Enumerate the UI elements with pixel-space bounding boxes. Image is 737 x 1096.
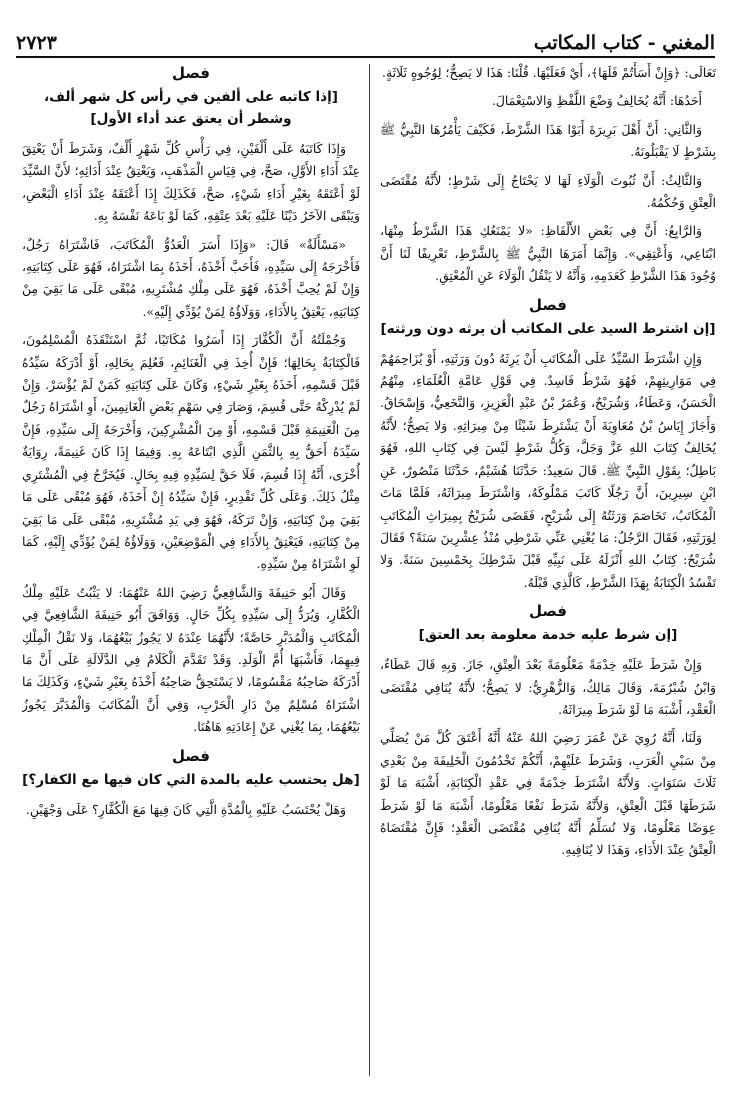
- page-number: ٢٧٢٣: [16, 32, 57, 54]
- paragraph-masala: «مَسْأَلَةٌ» قَالَ: «وَإِذَا أَسَرَ الْعَدُوُّ الْمُكَاتَبَ، فَاشْتَرَاهُ رَجُلٌ، فَأَخْرَجَهُ إِلَى سَيِّدِهِ، فَأَحَبَّ أَخْذَهُ، أَخَذَهُ بِمَا اشْتَرَاهُ، فَهُوَ عَلَى كِتَابَتِهِ، وَإِنْ لَمْ يُحِبَّ أَخْذَهُ، فَهُوَ عَلَى مِلْكِ مُشْتَرِيهِ، مُبْقًى عَلَى مَا بَقِيَ مِنْ كِتَابَتِهِ، يَعْتِقُ بِالأَدَاءِ، وَوَلَاؤُهُ لِمَنْ يُؤَدِّي إِلَيْهِ».: [22, 236, 360, 319]
- paragraph-third-reason: وَالثَّالِثُ: أَنَّ ثُبُوتَ الْوَلَاءِ لَهَا لا يَحْتَاجُ إِلَى شَرْطٍ؛ لأَنَّهُ مُقْتَضَى الْعِتْقِ وَحُكْمُهُ.: [380, 172, 716, 211]
- paragraph-fourth-reason: وَالرَّابِعُ: أَنَّ فِي بَعْضِ الأَلْفَاظِ: «لا يَمْنَعُكِ هَذَا الشَّرْطُ مِنْهَا، ابْتَاعِي، وَأَعْتِقِي». وَإِنَّمَا أَمَرَهَا النَّبِيُّ ﷺ بِالشَّرْطِ، تَعْرِيفًا لَنَا أَنَّ وُجُودَ هَذَا الشَّرْطِ كَعَدَمِهِ، وَأَنَّهُ لا يَنْقُلُ الْوَلَاءَ عَنِ الْمُعْتِقِ.: [380, 223, 716, 284]
- left-column: [22, 62, 360, 1078]
- section-heading-service: [إن شرط عليه خدمة معلومة بعد العتق]: [418, 627, 678, 644]
- page-header: [16, 26, 715, 58]
- title-separator: -: [641, 32, 663, 54]
- right-column: [380, 62, 716, 1078]
- paragraph-intro: تَعَالَى: ﴿وَإِنْ أَسَأْتُمْ فَلَهَا﴾، أَيْ فَعَلَيْهَا. قُلْنَا: هَذَا لا يَصِحُّ؛ لِوُجُوهٍ ثَلَاثَةٍ.: [382, 65, 716, 80]
- section-label: فصل: [172, 746, 210, 765]
- paragraph-inheritance-condition: وَإِنِ اشْتَرَطَ السَّيِّدُ عَلَى الْمُكَاتَبِ أَنْ يَرِثَهُ دُونَ وَرَثَتِهِ، أَوْ يُزَاحِمَهُمْ فِي مَوَارِيثِهِمْ، فَهُوَ شَرْطٌ فَاسِدٌ. فِي قَوْلِ عَامَّةِ الْعُلَمَاءِ، مِنْهُمُ الْحَسَنُ، وَعَطَاءٌ، وَشُرَيْحٌ، وَعُمَرُ بْنُ عَبْدِ الْعَزِيزِ، وَالنَّخَعِيُّ، وَإِسْحَاقُ. وَأَجَازَ إِيَاسُ بْنُ مُعَاوِيَةَ أَنْ يَشْتَرِطَ شَيْئًا مِنْ مِيرَاثِهِ. وَلا يَصِحُّ؛ لأَنَّهُ يُخَالِفُ كِتَابَ اللهِ عَزَّ وَجَلَّ، وَكُلُّ شَرْطٍ لَيْسَ فِي كِتَابِ اللهِ، فَهُوَ بَاطِلٌ؛ بِقَوْلِ النَّبِيِّ ﷺ. قَالَ سَعِيدٌ: حَدَّثَنَا هُشَيْمٌ، حَدَّثَنَا مَنْصُورٌ، عَنِ ابْنِ سِيرِينَ، أَنَّ رَجُلًا كَاتَبَ مَمْلُوكَهُ، وَاشْتَرَطَ مِيرَاثَهُ، فَلَمَّا مَاتَ الْمُكَاتَبُ، تَخَاصَمَ وَرَثَتُهُ إِلَى شُرَيْحٍ، فَقَضَى شُرَيْحٌ بِمِيرَاثِ الْمُكَاتَبِ لِوَرَثَتِهِ، فَقَالَ الرَّجُلُ: مَا يُغْنِي عَنِّي شَرْطِي مُنْذُ عِشْرِينَ سَنَةً؟ فَقَالَ شُرَيْحٌ: كِتَابُ اللهِ أَنْزَلَهُ عَلَى نَبِيِّهِ قَبْلَ شَرْطِكَ بِخَمْسِينَ سَنَةً. وَلا تَفْسُدُ الْكِتَابَةُ بِهَذَا الشَّرْطِ، كَالَّذِي قَبْلَهُ.: [380, 350, 716, 590]
- column-divider: [369, 64, 370, 1076]
- section-heading-duration: [هل يحتسب عليه بالمدة التي كان فيها مع الكفار؟]: [22, 771, 360, 788]
- section-heading-two-thousand: [إذا كاتبه على ألفين في رأس كل شهر ألف، وشطر أن يعتق عند أداء الأول]: [43, 89, 339, 127]
- paragraph-first-reason: أَحَدُهَا: أَنَّهُ يُخَالِفُ وَضْعَ اللَّفْظِ وَالاسْتِعْمَالَ.: [491, 93, 702, 109]
- paragraph-abu-hanifa: وَقَالَ أَبُو حَنِيفَةَ وَالشَّافِعِيُّ رَضِيَ اللهُ عَنْهُمَا: لا يَثْبُتُ عَلَيْهِ مِلْكُ الْكُفَّارِ، وَيُرَدُّ إِلَى سَيِّدِهِ بِكُلِّ حَالٍ. وَوَافَقَ أَبُو حَنِيفَةَ الشَّافِعِيَّ فِي الْمُكَاتَبِ وَالْمُدَبَّرِ خَاصَّةً؛ لأَنَّهُمَا عِنْدَهُ لا يَجُوزُ بَيْعُهُمَا، وَلا نَقْلُ الْمِلْكِ فِيهِمَا، فَأَشْبَهَا أُمَّ الْوَلَدِ. وَقَدْ تَقَدَّمَ الْكَلَامُ فِي الدَّلَالَةِ عَلَى أَنَّ مَا أَدْرَكَهُ صَاحِبُهُ مَقْسُومًا، لا يَسْتَحِقُّ صَاحِبُهُ أَخْذَهُ بِغَيْرِ شَيْءٍ، وَكَذَلِكَ مَا اشْتَرَاهُ مُسْلِمٌ مِنْ دَارِ الْحَرْبِ، وَفِي أَنَّ الْمُكَاتَبَ وَالْمُدَبَّرَ يَجُوزُ بَيْعُهُمَا، بِمَا يُغْنِي عَنْ إِعَادَتِهِ هَاهُنَا.: [22, 584, 360, 735]
- paragraph-captives: وَجُمْلَتُهُ أَنَّ الْكُفَّارَ إِذَا أَسَرُوا مُكَاتَبًا، ثُمَّ اسْتَنْقَذَهُ الْمُسْلِمُونَ، فَالْكِتَابَةُ بِحَالِهَا؛ فَإِنْ أُخِذَ فِي الْغَنَائِمِ، فَعُلِمَ بِحَالِهِ، أَوْ أَدْرَكَهُ سَيِّدُهُ قَبْلَ قَسْمِهِ، أَخَذَهُ بِغَيْرِ شَيْءٍ، وَكَانَ عَلَى كِتَابَتِهِ كَمَنْ لَمْ يُؤْسَرْ. وَإِنْ لَمْ يُدْرِكْهُ حَتَّى قُسِمَ، وَصَارَ فِي سَهْمِ بَعْضِ الْغَانِمِينَ، أَوِ اشْتَرَاهُ رَجُلٌ مِنَ الْغَنِيمَةِ قَبْلَ قَسْمِهِ، أَوْ مِنَ الْمُشْرِكِينَ، وَأَخْرَجَهُ إِلَى سَيِّدِهِ، فَإِنَّ سَيِّدَهُ أَحَقُّ بِهِ بِالثَّمَنِ الَّذِي ابْتَاعَهُ بِهِ. وَفِيمَا إِذَا كَانَ غَنِيمَةً، رِوَايَةٌ أُخْرَى، أَنَّهُ إِذَا قُسِمَ، فَلَا حَقَّ لِسَيِّدِهِ فِيهِ بِحَالٍ. فَيُخَرَّجُ فِي الْمُشْتَرِي مِثْلُ ذَلِكَ. وَعَلَى كُلِّ تَقْدِيرٍ، فَإِنْ سَيِّدُهُ إِنْ أَخَذَهُ، فَهُوَ مُبْقًى عَلَى مَا بَقِيَ مِنْ كِتَابَتِهِ، وَإِنْ تَرَكَهُ، فَهُوَ فِي يَدِ مُشْتَرِيهِ، مُبْقًى عَلَى مَا بَقِيَ مِنْ كِتَابَتِهِ، فَيَعْتِقُ بِالأَدَاءِ فِي الْمَوْضِعَيْنِ، وَوَلَاؤُهُ لِمَنْ يُؤَدِّي إِلَيْهِ، كَمَا لَوِ اشْتَرَاهُ مِنْ سَيِّدِهِ.: [22, 332, 360, 572]
- paragraph-second-reason: وَالثَّانِي: أَنَّ أَهْلَ بَرِيرَةَ أَبَوْا هَذَا الشَّرْطَ، فَكَيْفَ يَأْمُرُهَا النَّبِيُّ ﷺ بِشَرْطٍ لَا يَقْبَلُونَهُ.: [380, 121, 716, 160]
- paragraph-service-condition: وَإِنْ شَرَطَ عَلَيْهِ خِدْمَةً مَعْلُومَةً بَعْدَ الْعِتْقِ، جَازَ. وَبِهِ قَالَ عَطَاءٌ، وَابْنُ شُبْرُمَةَ، وَقَالَ مَالِكٌ، وَالزُّهْرِيُّ: لا يَصِحُّ؛ لأَنَّهُ يُنَافِي مُقْتَضَى الْعَقْدِ، أَشْبَهَ مَا لَوْ شَرَطَ مِيرَاثَهُ.: [380, 657, 716, 717]
- section-label: فصل: [529, 602, 567, 621]
- section-heading-inheritance: [إن اشترط السيد على المكاتب أن يرثه دون ورثته]: [380, 320, 716, 337]
- section-label: فصل: [172, 64, 210, 82]
- running-title: [534, 32, 715, 54]
- paragraph-duration: وَهَلْ يُحْتَسَبُ عَلَيْهِ بِالْمُدَّةِ الَّتِي كَانَ فِيهَا مَعَ الْكُفَّارِ؟ عَلَى وَجْهَيْنِ.: [25, 801, 346, 817]
- chapter-title: كتاب المكاتب: [533, 32, 642, 54]
- section-label: فصل: [529, 295, 567, 314]
- paragraph-service-argument: وَلَنَا، أَنَّهُ رُوِيَ عَنْ عُمَرَ رَضِيَ اللهُ عَنْهُ أَنَّهُ أَعْتَقَ كُلَّ مَنْ يُصَلِّي مِنْ سَبْيِ الْعَرَبِ، وَشَرَطَ عَلَيْهِمْ، أَنَّكُمْ تَخْدُمُونَ الْخَلِيفَةَ مِنْ بَعْدِي ثَلَاثَ سَنَوَاتٍ. وَلأَنَّهُ اشْتَرَطَ خِدْمَةً فِي عَقْدِ الْكِتَابَةِ، أَشْبَهَ مَا لَوْ شَرَطَهَا قَبْلَ الْعِتْقِ، وَلأَنَّهُ شَرَطَ نَفْعًا مَعْلُومًا، أَشْبَهَ مَا لَوْ شَرَطَ عِوَضًا مَعْلُومًا، وَلا نُسَلِّمُ أَنَّهُ يُنَافِي مُقْتَضَى الْعَقْدِ؛ فَإِنَّ مُقْتَضَاهُ الْعِتْقُ عِنْدَ الأَدَاءِ، وَهَذَا لا يُنَافِيهِ.: [380, 730, 716, 858]
- paragraph-kataba: وَإِذَا كَاتَبَهُ عَلَى أَلْفَيْنِ، فِي رَأْسِ كُلِّ شَهْرٍ أَلْفٌ، وَشَرَطَ أَنْ يَعْتِقَ عِنْدَ أَدَاءِ الأَوَّلِ، صَحَّ، فِي قِيَاسِ الْمَذْهَبِ، وَيَعْتِقُ عِنْدَ أَدَائِهِ؛ لأَنَّ السَّيِّدَ لَوْ أَعْتَقَهُ بِغَيْرِ أَدَاءِ شَيْءٍ، صَحَّ، فَكَذَلِكَ إِذَا أَعْتَقَهُ عِنْدَ أَدَاءِ الْبَعْضِ، وَيَبْقَى الآخَرُ دَيْنًا عَلَيْهِ بَعْدَ عِتْقِهِ، كَمَا لَوْ بَاعَهُ نَفْسَهُ بِهِ.: [22, 141, 360, 224]
- book-title: المغني: [662, 32, 715, 54]
